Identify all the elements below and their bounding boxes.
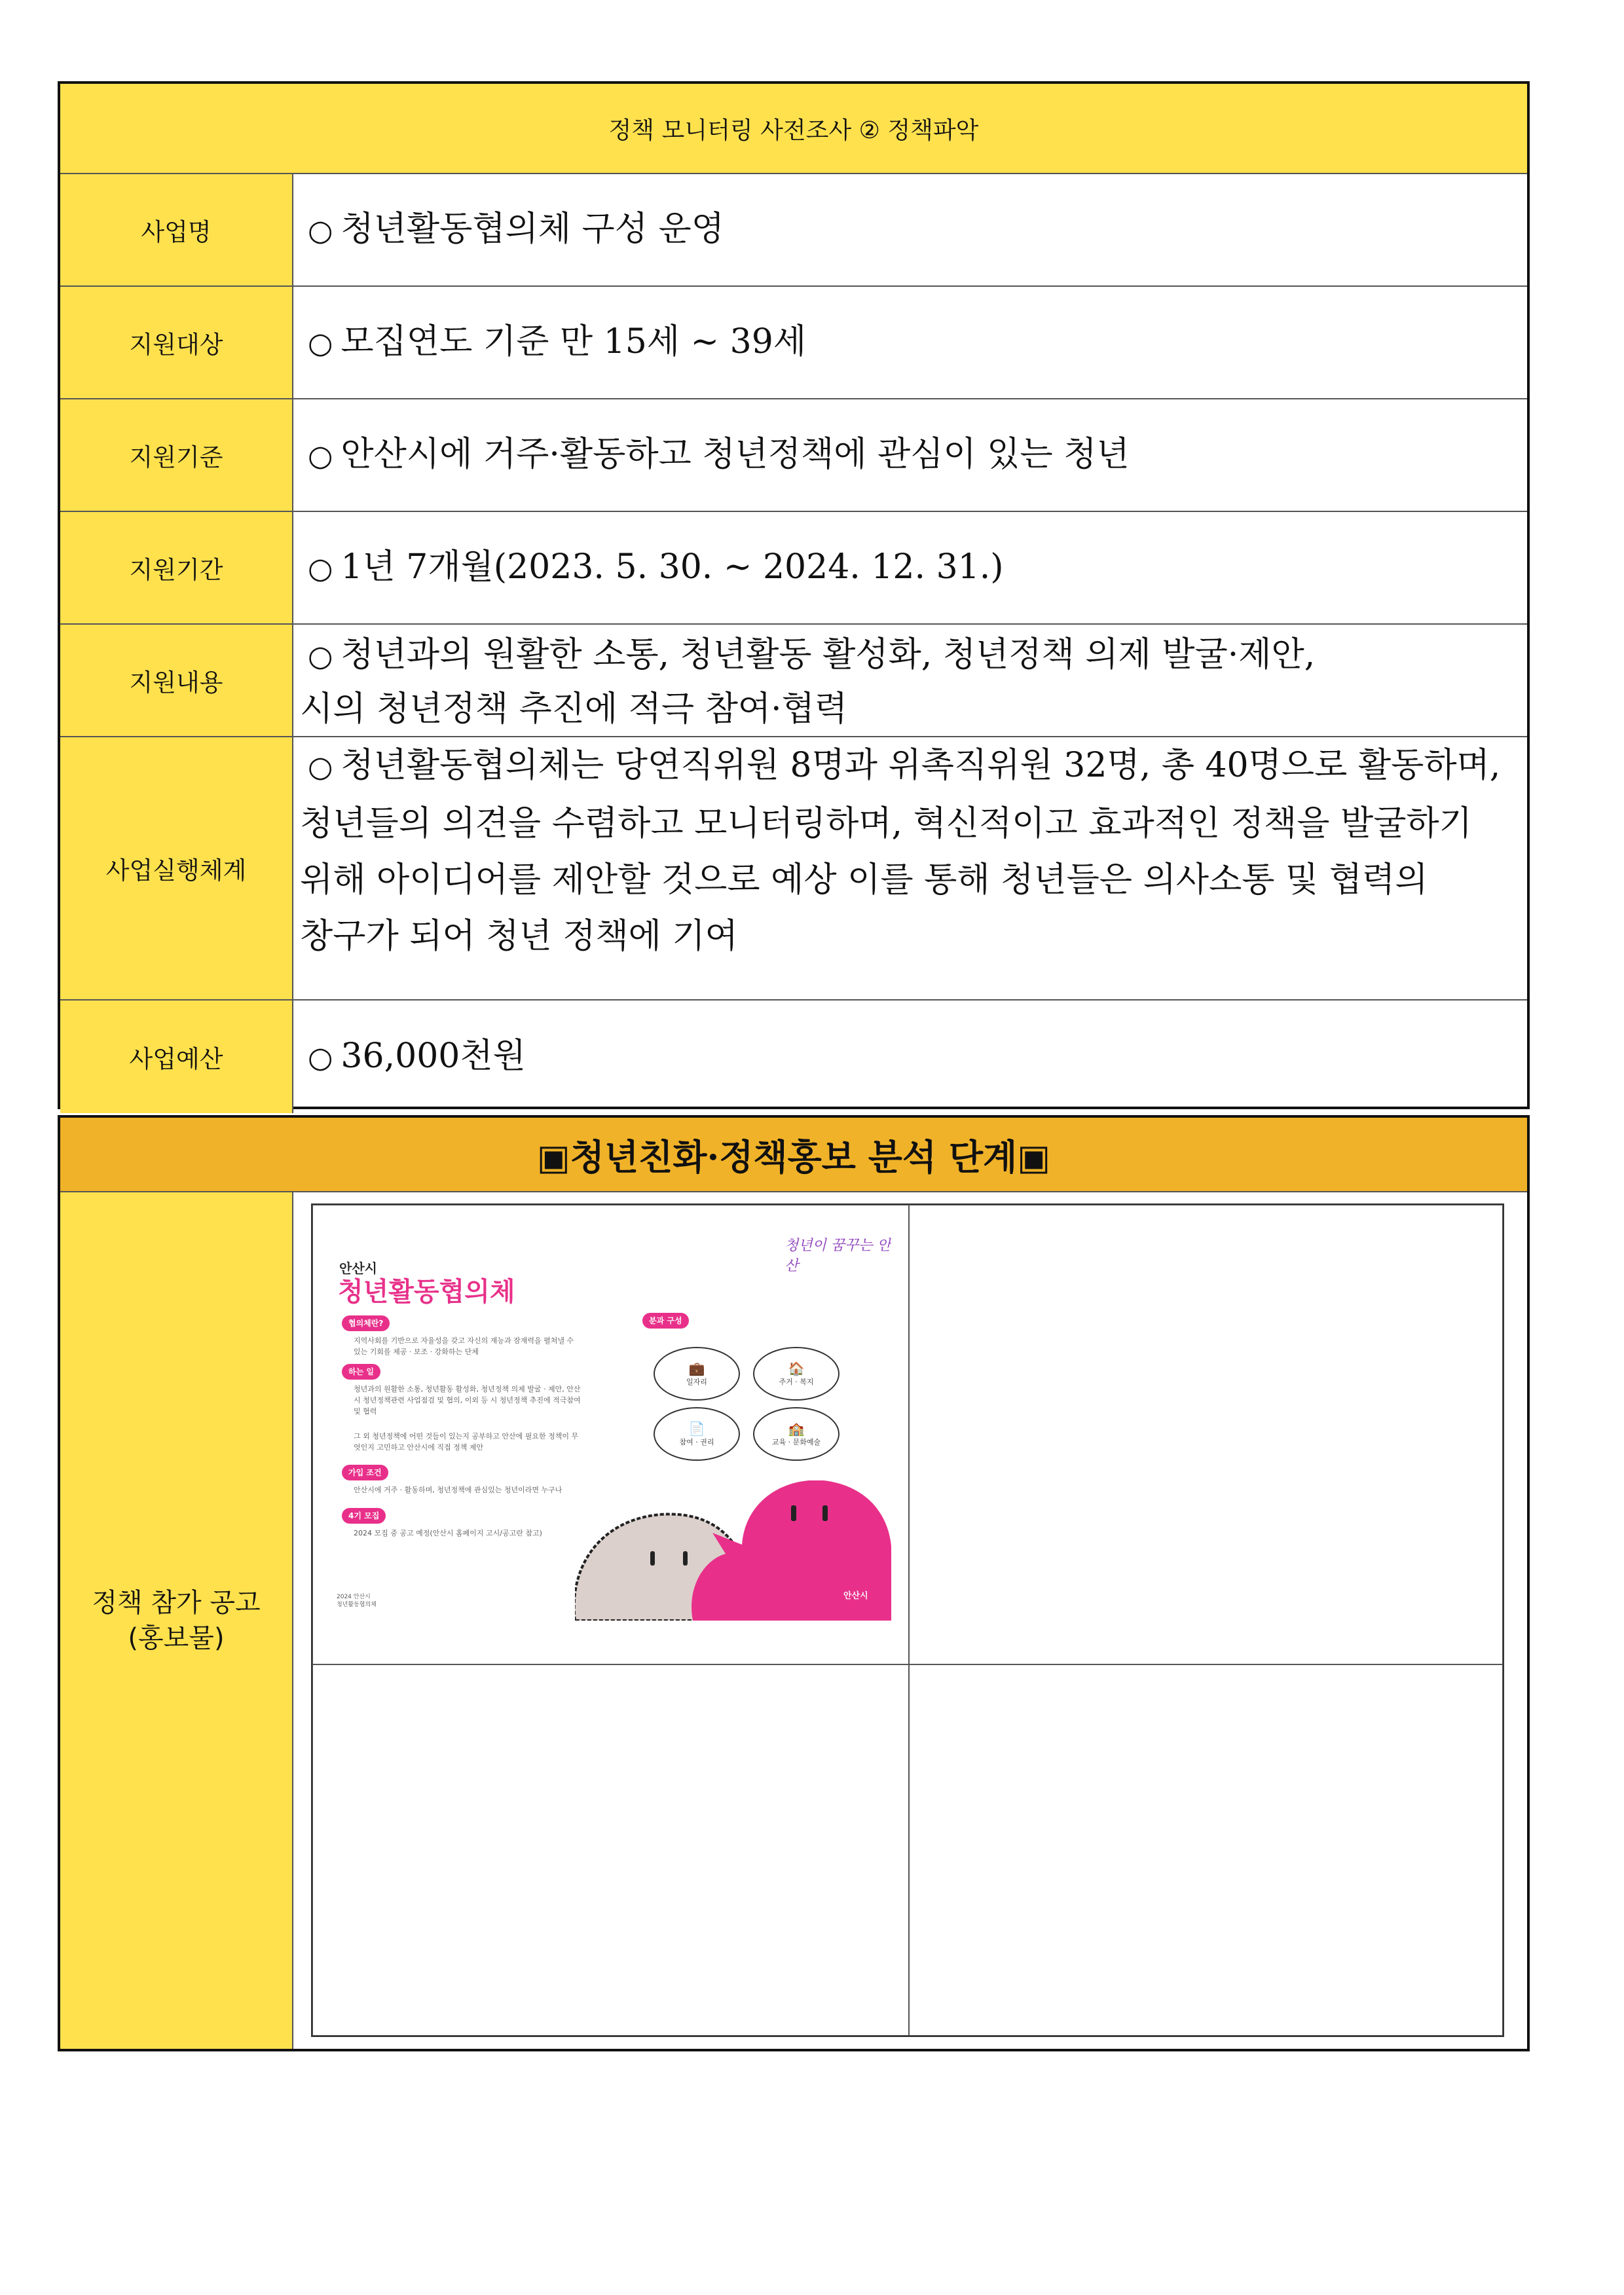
poster-text: 지역사회를 기반으로 자율성을 갖고 자신의 재능과 잠재력을 펼쳐낼 수 있는 기회를 제공 · 보조 · 강화하는 단체	[354, 1336, 574, 1356]
value-line: 청년들의 의견을 수렴하고 모니터링하며, 혁신적이고 효과적인 정책을 발굴하기	[300, 804, 1472, 843]
value-text: 청년과의 원활한 소통, 청년활동 활성화, 청년정책 의제 발굴·제안,	[341, 635, 1316, 674]
row-value	[293, 737, 1527, 999]
poster-title: 청년활동협의체	[338, 1277, 515, 1307]
value-text: 청년활동협의체 구성 운영	[341, 209, 725, 249]
value-text: 36,000천원	[341, 1036, 526, 1076]
document-icon: 📄	[688, 1421, 705, 1437]
row-label: 사업명	[60, 174, 293, 285]
subcommittee-label: 교육 · 문화예술	[771, 1438, 821, 1446]
value-text: 안산시에 거주·활동하고 청년정책에 관심이 있는 청년	[341, 434, 1130, 474]
school-icon: 🏫	[788, 1421, 805, 1437]
poster-grid	[311, 1203, 1504, 2037]
poster-tag: 하는 일	[342, 1364, 380, 1380]
bullet-icon: ○	[308, 640, 333, 673]
value-line	[308, 312, 806, 373]
value-line	[308, 538, 1004, 598]
row-label-line2: (홍보물)	[128, 1623, 225, 1653]
row-value	[293, 625, 1527, 736]
briefcase-icon: 💼	[688, 1361, 705, 1376]
poster-text: 안산시에 거주 · 활동하며, 청년정책에 관심있는 청년이라면 누구나	[354, 1486, 563, 1494]
promotional-poster	[313, 1205, 891, 1621]
grid-cell-4	[909, 1664, 1503, 2036]
value-line	[308, 1027, 526, 1088]
table-row	[60, 737, 1527, 1001]
poster-tag: 4기 모집	[342, 1508, 386, 1524]
value-line: 창구가 되어 청년 정책에 기여	[300, 917, 738, 956]
poster-tag: 협의체란?	[342, 1315, 390, 1331]
subcommittee-label: 주거 · 복지	[779, 1378, 814, 1386]
bullet-icon: ○	[308, 213, 333, 248]
grid-cell-1	[312, 1205, 909, 1664]
value-text: 모집연도 기준 만 15세 ~ 39세	[341, 321, 807, 361]
table-title: 정책 모니터링 사전조사 ② 정책파악	[608, 117, 979, 144]
row-label: 사업실행체계	[60, 737, 293, 999]
bullet-icon: ○	[308, 439, 333, 473]
subcommittee-oval	[654, 1407, 740, 1461]
value-line	[308, 200, 724, 261]
value-text: 청년활동협의체는 당연직위원 8명과 위촉직위원 32명, 총 40명으로 활동하며,	[341, 746, 1501, 785]
row-label: 지원기준	[60, 399, 293, 511]
slogan-logo: 청년이 꿈꾸는 안산	[784, 1238, 891, 1274]
value-line	[308, 629, 1315, 683]
row-value	[293, 1001, 1527, 1113]
value-line	[308, 425, 1130, 486]
table-row	[60, 512, 1527, 625]
table-row	[60, 399, 1527, 512]
row-value	[293, 512, 1527, 623]
value-line: 시의 청년정책 추진에 적극 참여·협력	[300, 689, 848, 729]
subcommittee-oval	[753, 1347, 840, 1401]
poster-footer: 2024 안산시 청년활동협의체	[337, 1594, 377, 1608]
table-row	[60, 625, 1527, 737]
row-label: 지원대상	[60, 287, 293, 398]
section-header: ▣청년친화·정책홍보 분석 단계▣	[60, 1118, 1527, 1192]
table-header	[60, 84, 1527, 174]
value-line	[308, 737, 1500, 796]
row-value	[293, 287, 1527, 398]
row-label: 사업예산	[60, 1001, 293, 1113]
subcommittee-label: 일자리	[686, 1378, 707, 1386]
row-label-line1: 정책 참가 공고	[92, 1588, 261, 1618]
bullet-icon: ○	[308, 1040, 333, 1074]
table-row	[60, 1001, 1527, 1113]
structure-tag: 분과 구성	[642, 1313, 689, 1329]
poster-city: 안산시	[339, 1260, 377, 1276]
poster-text: 청년과의 원활한 소통, 청년활동 활성화, 청년정책 의제 발굴 · 제안, 안산시 청년정책관련 사업점검 및 협의, 이외 등 시 청년정책 추진에 적극참여 및 협력	[354, 1385, 581, 1416]
table-row	[60, 287, 1527, 399]
bullet-icon: ○	[308, 750, 333, 784]
promotion-analysis-table	[58, 1115, 1530, 2051]
subcommittee-label: 참여 · 권리	[679, 1438, 714, 1446]
grid-cell-2	[909, 1205, 1503, 1664]
value-line: 위해 아이디어를 제안할 것으로 예상 이를 통해 청년들은 의사소통 및 협력의	[300, 860, 1428, 900]
poster-text: 2024 모집 중 공고 예정(안산시 홈페이지 고시/공고란 참고)	[354, 1529, 542, 1537]
house-icon: 🏠	[788, 1361, 805, 1376]
bullet-icon: ○	[308, 326, 333, 360]
bullet-icon: ○	[308, 551, 333, 585]
row-value	[293, 399, 1527, 511]
subcommittee-oval	[654, 1347, 740, 1401]
grid-cell-3	[312, 1664, 909, 2036]
policy-info-table	[58, 81, 1530, 1109]
row-label-promotion	[60, 1192, 293, 2049]
value-text: 1년 7개월(2023. 5. 30. ~ 2024. 12. 31.)	[341, 547, 1004, 587]
poster-text: 그 외 청년정책에 어떤 것들이 있는지 공부하고 안산에 필요한 정책이 무엇인지 고민하고 안산시에 직접 정책 제안	[354, 1432, 579, 1452]
table-row	[60, 174, 1527, 287]
row-label: 지원기간	[60, 512, 293, 623]
city-logo: 안산시	[843, 1591, 868, 1601]
row-value	[293, 174, 1527, 285]
poster-tag: 가입 조건	[342, 1465, 388, 1480]
row-label: 지원내용	[60, 625, 293, 736]
subcommittee-oval	[753, 1407, 840, 1461]
